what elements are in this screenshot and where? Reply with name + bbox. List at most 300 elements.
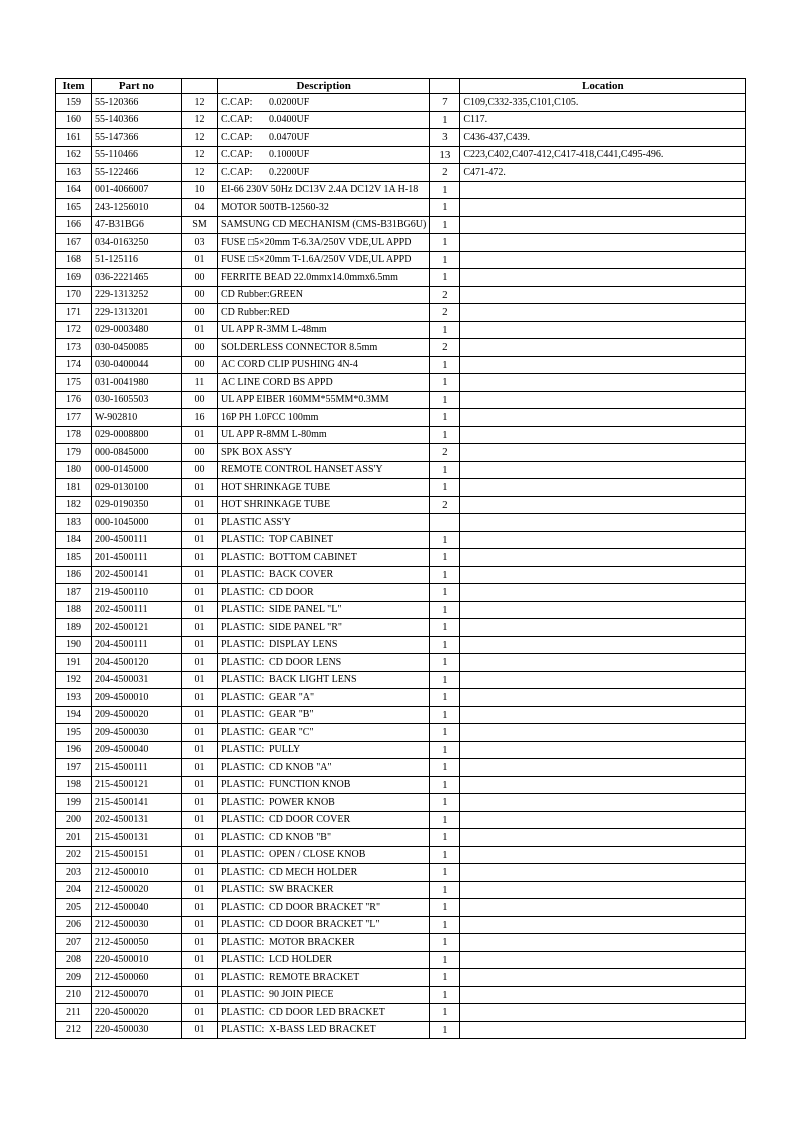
cell-description bbox=[218, 426, 430, 444]
description-text: PLASTIC: bbox=[221, 534, 265, 546]
cell-item: 212 bbox=[56, 1021, 92, 1039]
col-header-part-no: Part no bbox=[92, 79, 182, 94]
cell-part-no: 215-4500111 bbox=[92, 759, 182, 777]
cell-location bbox=[460, 566, 746, 584]
cell-item: 196 bbox=[56, 741, 92, 759]
description-text: PLASTIC: bbox=[221, 586, 265, 598]
cell-location bbox=[460, 671, 746, 689]
description-text: AC LINE CORD BS APPD bbox=[221, 376, 333, 388]
cell-description bbox=[218, 1021, 430, 1039]
cell-code: 01 bbox=[182, 1004, 218, 1022]
cell-code: 01 bbox=[182, 689, 218, 707]
cell-description bbox=[218, 601, 430, 619]
cell-qty: 1 bbox=[430, 934, 460, 952]
cell-part-no: 001-4066007 bbox=[92, 181, 182, 199]
cell-qty: 1 bbox=[430, 969, 460, 987]
cell-part-no: 212-4500060 bbox=[92, 969, 182, 987]
cell-location bbox=[460, 304, 746, 322]
cell-part-no: 212-4500030 bbox=[92, 916, 182, 934]
cell-code: 00 bbox=[182, 444, 218, 462]
cell-qty: 1 bbox=[430, 356, 460, 374]
cell-qty: 2 bbox=[430, 304, 460, 322]
cell-code: 01 bbox=[182, 776, 218, 794]
cell-description bbox=[218, 234, 430, 252]
cell-item: 181 bbox=[56, 479, 92, 497]
cell-location bbox=[460, 846, 746, 864]
cell-description bbox=[218, 129, 430, 147]
table-row bbox=[56, 829, 746, 847]
table-row bbox=[56, 759, 746, 777]
table-row bbox=[56, 776, 746, 794]
cell-qty: 1 bbox=[430, 811, 460, 829]
description-text: PLASTIC: bbox=[221, 744, 265, 756]
cell-code: 01 bbox=[182, 846, 218, 864]
cell-item: 164 bbox=[56, 181, 92, 199]
cell-item: 211 bbox=[56, 1004, 92, 1022]
table-row bbox=[56, 1021, 746, 1039]
cell-item: 178 bbox=[56, 426, 92, 444]
table-row bbox=[56, 391, 746, 409]
cell-description bbox=[218, 706, 430, 724]
cell-location bbox=[460, 811, 746, 829]
description-detail: SW BRACKER bbox=[269, 884, 334, 896]
cell-code: 01 bbox=[182, 531, 218, 549]
description-detail: PULLY bbox=[269, 744, 301, 756]
cell-description bbox=[218, 321, 430, 339]
cell-item: 195 bbox=[56, 724, 92, 742]
cell-description bbox=[218, 1004, 430, 1022]
description-detail: RED bbox=[269, 306, 290, 318]
description-text: PLASTIC ASS'Y bbox=[221, 516, 291, 528]
cell-item: 180 bbox=[56, 461, 92, 479]
table-row bbox=[56, 934, 746, 952]
cell-code: 01 bbox=[182, 881, 218, 899]
table-row bbox=[56, 286, 746, 304]
description-detail: CD DOOR BRACKET "L" bbox=[269, 919, 380, 931]
cell-qty: 1 bbox=[430, 374, 460, 392]
description-detail: SIDE PANEL "L" bbox=[269, 604, 342, 616]
cell-part-no: 200-4500111 bbox=[92, 531, 182, 549]
description-detail: CD MECH HOLDER bbox=[269, 866, 358, 878]
cell-description bbox=[218, 969, 430, 987]
cell-qty: 1 bbox=[430, 566, 460, 584]
description-detail: CD DOOR COVER bbox=[269, 814, 351, 826]
table-row bbox=[56, 181, 746, 199]
cell-description bbox=[218, 181, 430, 199]
cell-item: 189 bbox=[56, 619, 92, 637]
description-text: FUSE □5×20mm T-6.3A/250V VDE,UL APPD bbox=[221, 236, 412, 248]
cell-qty: 1 bbox=[430, 794, 460, 812]
cell-location: C117. bbox=[460, 111, 746, 129]
cell-qty: 1 bbox=[430, 251, 460, 269]
cell-qty: 1 bbox=[430, 689, 460, 707]
cell-location bbox=[460, 514, 746, 532]
cell-qty: 1 bbox=[430, 759, 460, 777]
cell-location bbox=[460, 759, 746, 777]
description-text: UL APP R-8MM L-80mm bbox=[221, 429, 327, 441]
cell-location bbox=[460, 496, 746, 514]
cell-item: 188 bbox=[56, 601, 92, 619]
cell-part-no: 47-B31BG6 bbox=[92, 216, 182, 234]
cell-item: 207 bbox=[56, 934, 92, 952]
description-text: FERRITE BEAD 22.0mmx14.0mmx6.5mm bbox=[221, 271, 398, 283]
table-row bbox=[56, 321, 746, 339]
cell-part-no: 219-4500110 bbox=[92, 584, 182, 602]
cell-qty: 1 bbox=[430, 1021, 460, 1039]
cell-location bbox=[460, 864, 746, 882]
table-row bbox=[56, 689, 746, 707]
cell-qty: 1 bbox=[430, 461, 460, 479]
cell-item: 169 bbox=[56, 269, 92, 287]
cell-location bbox=[460, 321, 746, 339]
description-text: PLASTIC: bbox=[221, 621, 265, 633]
cell-item: 162 bbox=[56, 146, 92, 164]
cell-description bbox=[218, 374, 430, 392]
table-row bbox=[56, 426, 746, 444]
cell-description bbox=[218, 514, 430, 532]
description-text: EI-66 230V 50Hz DC13V 2.4A DC12V 1A H-18 bbox=[221, 184, 419, 196]
cell-description bbox=[218, 566, 430, 584]
cell-part-no: 029-0190350 bbox=[92, 496, 182, 514]
cell-location bbox=[460, 356, 746, 374]
table-row bbox=[56, 374, 746, 392]
cell-description bbox=[218, 811, 430, 829]
description-text: PLASTIC: bbox=[221, 919, 265, 931]
cell-qty: 2 bbox=[430, 164, 460, 182]
description-text: SOLDERLESS CONNECTOR 8.5mm bbox=[221, 341, 378, 353]
cell-location bbox=[460, 776, 746, 794]
cell-location: C223,C402,C407-412,C417-418,C441,C495-496. bbox=[460, 146, 746, 164]
cell-description bbox=[218, 724, 430, 742]
cell-code: 01 bbox=[182, 549, 218, 567]
description-text: REMOTE CONTROL HANSET ASS'Y bbox=[221, 464, 383, 476]
cell-item: 160 bbox=[56, 111, 92, 129]
table-row bbox=[56, 251, 746, 269]
description-detail: GREEN bbox=[269, 289, 303, 301]
cell-item: 184 bbox=[56, 531, 92, 549]
cell-code: 12 bbox=[182, 111, 218, 129]
cell-item: 161 bbox=[56, 129, 92, 147]
cell-qty: 1 bbox=[430, 829, 460, 847]
cell-qty: 1 bbox=[430, 864, 460, 882]
cell-code: 00 bbox=[182, 461, 218, 479]
description-detail: X-BASS LED BRACKET bbox=[269, 1024, 376, 1036]
cell-item: 176 bbox=[56, 391, 92, 409]
description-detail: 0.0200UF bbox=[269, 96, 310, 108]
cell-code: 12 bbox=[182, 94, 218, 112]
cell-code: 01 bbox=[182, 794, 218, 812]
table-row bbox=[56, 881, 746, 899]
cell-item: 203 bbox=[56, 864, 92, 882]
cell-item: 206 bbox=[56, 916, 92, 934]
cell-location bbox=[460, 426, 746, 444]
cell-description bbox=[218, 846, 430, 864]
cell-qty: 1 bbox=[430, 916, 460, 934]
table-row bbox=[56, 1004, 746, 1022]
cell-part-no: 215-4500131 bbox=[92, 829, 182, 847]
cell-qty: 1 bbox=[430, 531, 460, 549]
cell-location bbox=[460, 584, 746, 602]
cell-location bbox=[460, 934, 746, 952]
table-row bbox=[56, 356, 746, 374]
cell-item: 202 bbox=[56, 846, 92, 864]
cell-description bbox=[218, 654, 430, 672]
description-detail: OPEN / CLOSE KNOB bbox=[269, 849, 366, 861]
cell-code: 01 bbox=[182, 706, 218, 724]
col-header-description: Description bbox=[218, 79, 430, 94]
description-text: PLASTIC: bbox=[221, 639, 265, 651]
cell-part-no: 030-0450085 bbox=[92, 339, 182, 357]
cell-part-no: 204-4500111 bbox=[92, 636, 182, 654]
cell-part-no: 209-4500010 bbox=[92, 689, 182, 707]
cell-location bbox=[460, 409, 746, 427]
cell-description bbox=[218, 251, 430, 269]
cell-qty: 1 bbox=[430, 601, 460, 619]
cell-part-no: 55-122466 bbox=[92, 164, 182, 182]
cell-item: 191 bbox=[56, 654, 92, 672]
cell-part-no: 229-1313252 bbox=[92, 286, 182, 304]
cell-part-no: 220-4500010 bbox=[92, 951, 182, 969]
cell-description bbox=[218, 864, 430, 882]
description-text: C.CAP: bbox=[221, 131, 253, 143]
description-text: PLASTIC: bbox=[221, 779, 265, 791]
cell-description bbox=[218, 934, 430, 952]
cell-part-no: 202-4500121 bbox=[92, 619, 182, 637]
description-text: C.CAP: bbox=[221, 114, 253, 126]
description-detail: CD DOOR BRACKET "R" bbox=[269, 901, 381, 913]
cell-item: 187 bbox=[56, 584, 92, 602]
cell-part-no: 202-4500131 bbox=[92, 811, 182, 829]
description-text: CD Rubber: bbox=[221, 306, 270, 318]
cell-qty: 1 bbox=[430, 636, 460, 654]
cell-item: 190 bbox=[56, 636, 92, 654]
cell-location bbox=[460, 881, 746, 899]
cell-part-no: 212-4500070 bbox=[92, 986, 182, 1004]
cell-code: 00 bbox=[182, 356, 218, 374]
cell-qty: 1 bbox=[430, 181, 460, 199]
cell-qty: 1 bbox=[430, 654, 460, 672]
cell-location bbox=[460, 689, 746, 707]
cell-code: 01 bbox=[182, 619, 218, 637]
table-row bbox=[56, 531, 746, 549]
cell-part-no: 212-4500050 bbox=[92, 934, 182, 952]
cell-code: 04 bbox=[182, 199, 218, 217]
description-text: PLASTIC: bbox=[221, 1006, 265, 1018]
cell-code: 01 bbox=[182, 584, 218, 602]
cell-description bbox=[218, 794, 430, 812]
table-row bbox=[56, 339, 746, 357]
cell-description bbox=[218, 269, 430, 287]
cell-code: 12 bbox=[182, 164, 218, 182]
cell-description bbox=[218, 94, 430, 112]
cell-location bbox=[460, 601, 746, 619]
cell-part-no: 030-1605503 bbox=[92, 391, 182, 409]
cell-location bbox=[460, 619, 746, 637]
cell-item: 183 bbox=[56, 514, 92, 532]
table-row bbox=[56, 671, 746, 689]
description-text: PLASTIC: bbox=[221, 761, 265, 773]
cell-item: 186 bbox=[56, 566, 92, 584]
cell-location bbox=[460, 654, 746, 672]
cell-location bbox=[460, 1004, 746, 1022]
cell-description bbox=[218, 111, 430, 129]
cell-code: 01 bbox=[182, 514, 218, 532]
cell-code: 10 bbox=[182, 181, 218, 199]
cell-code: 01 bbox=[182, 1021, 218, 1039]
cell-qty: 1 bbox=[430, 986, 460, 1004]
col-header-item: Item bbox=[56, 79, 92, 94]
cell-item: 174 bbox=[56, 356, 92, 374]
description-text: PLASTIC: bbox=[221, 989, 265, 1001]
cell-item: 171 bbox=[56, 304, 92, 322]
cell-item: 200 bbox=[56, 811, 92, 829]
cell-item: 179 bbox=[56, 444, 92, 462]
cell-part-no: 034-0163250 bbox=[92, 234, 182, 252]
description-text: AC CORD CLIP PUSHING 4N-4 bbox=[221, 359, 358, 371]
description-text: PLASTIC: bbox=[221, 691, 265, 703]
cell-qty: 1 bbox=[430, 724, 460, 742]
cell-code: 01 bbox=[182, 934, 218, 952]
cell-description bbox=[218, 741, 430, 759]
table-row bbox=[56, 706, 746, 724]
description-detail: 0.0470UF bbox=[269, 131, 310, 143]
description-text: PLASTIC: bbox=[221, 901, 265, 913]
cell-code: 01 bbox=[182, 671, 218, 689]
header-row bbox=[56, 79, 746, 94]
col-header-location: Location bbox=[460, 79, 746, 94]
cell-item: 172 bbox=[56, 321, 92, 339]
cell-description bbox=[218, 829, 430, 847]
cell-location bbox=[460, 269, 746, 287]
table-row bbox=[56, 794, 746, 812]
table-row bbox=[56, 479, 746, 497]
cell-part-no: 215-4500151 bbox=[92, 846, 182, 864]
cell-item: 197 bbox=[56, 759, 92, 777]
cell-part-no: 212-4500020 bbox=[92, 881, 182, 899]
cell-code: 01 bbox=[182, 811, 218, 829]
description-text: PLASTIC: bbox=[221, 604, 265, 616]
cell-description bbox=[218, 951, 430, 969]
cell-part-no: 209-4500030 bbox=[92, 724, 182, 742]
cell-description bbox=[218, 461, 430, 479]
cell-location bbox=[460, 461, 746, 479]
cell-code: 01 bbox=[182, 496, 218, 514]
cell-part-no: 220-4500020 bbox=[92, 1004, 182, 1022]
table-row bbox=[56, 234, 746, 252]
cell-part-no: 212-4500010 bbox=[92, 864, 182, 882]
cell-part-no: 55-110466 bbox=[92, 146, 182, 164]
cell-location bbox=[460, 339, 746, 357]
table-row bbox=[56, 654, 746, 672]
description-text: PLASTIC: bbox=[221, 656, 265, 668]
cell-part-no: 202-4500111 bbox=[92, 601, 182, 619]
cell-item: 210 bbox=[56, 986, 92, 1004]
cell-item: 182 bbox=[56, 496, 92, 514]
cell-description bbox=[218, 304, 430, 322]
description-detail: TOP CABINET bbox=[269, 534, 334, 546]
cell-part-no: 212-4500040 bbox=[92, 899, 182, 917]
cell-part-no: 030-0400044 bbox=[92, 356, 182, 374]
table-row bbox=[56, 199, 746, 217]
cell-code: 01 bbox=[182, 636, 218, 654]
cell-qty: 2 bbox=[430, 286, 460, 304]
cell-description bbox=[218, 636, 430, 654]
cell-description bbox=[218, 899, 430, 917]
table-row bbox=[56, 899, 746, 917]
description-detail: 0.1000UF bbox=[269, 149, 310, 161]
cell-location bbox=[460, 199, 746, 217]
cell-part-no: 229-1313201 bbox=[92, 304, 182, 322]
cell-qty: 1 bbox=[430, 881, 460, 899]
cell-qty: 2 bbox=[430, 339, 460, 357]
cell-item: 208 bbox=[56, 951, 92, 969]
cell-item: 198 bbox=[56, 776, 92, 794]
cell-code: 01 bbox=[182, 829, 218, 847]
table-row bbox=[56, 216, 746, 234]
col-header-code bbox=[182, 79, 218, 94]
description-detail: POWER KNOB bbox=[269, 796, 335, 808]
cell-location bbox=[460, 969, 746, 987]
cell-qty: 1 bbox=[430, 584, 460, 602]
cell-part-no: 202-4500141 bbox=[92, 566, 182, 584]
cell-item: 204 bbox=[56, 881, 92, 899]
cell-qty: 1 bbox=[430, 234, 460, 252]
description-detail: GEAR "C" bbox=[269, 726, 314, 738]
cell-qty: 1 bbox=[430, 479, 460, 497]
cell-part-no: 029-0008800 bbox=[92, 426, 182, 444]
cell-part-no: 55-120366 bbox=[92, 94, 182, 112]
cell-part-no: 029-0130100 bbox=[92, 479, 182, 497]
cell-location bbox=[460, 794, 746, 812]
cell-location bbox=[460, 374, 746, 392]
table-row bbox=[56, 566, 746, 584]
description-detail: 0.0400UF bbox=[269, 114, 310, 126]
table-row bbox=[56, 986, 746, 1004]
description-detail: BACK LIGHT LENS bbox=[269, 674, 357, 686]
cell-part-no: 000-1045000 bbox=[92, 514, 182, 532]
cell-code: SM bbox=[182, 216, 218, 234]
cell-qty: 3 bbox=[430, 129, 460, 147]
cell-code: 00 bbox=[182, 339, 218, 357]
cell-qty: 1 bbox=[430, 199, 460, 217]
cell-location bbox=[460, 636, 746, 654]
table-row bbox=[56, 636, 746, 654]
cell-code: 01 bbox=[182, 724, 218, 742]
table-row bbox=[56, 304, 746, 322]
cell-code: 01 bbox=[182, 986, 218, 1004]
cell-description bbox=[218, 164, 430, 182]
description-text: PLASTIC: bbox=[221, 849, 265, 861]
description-text: PLASTIC: bbox=[221, 726, 265, 738]
table-row bbox=[56, 741, 746, 759]
cell-description bbox=[218, 409, 430, 427]
description-text: C.CAP: bbox=[221, 149, 253, 161]
cell-code: 01 bbox=[182, 321, 218, 339]
description-detail: 0.2200UF bbox=[269, 166, 310, 178]
cell-part-no: 204-4500120 bbox=[92, 654, 182, 672]
cell-part-no: 215-4500141 bbox=[92, 794, 182, 812]
cell-item: 165 bbox=[56, 199, 92, 217]
cell-description bbox=[218, 444, 430, 462]
description-detail: GEAR "B" bbox=[269, 709, 314, 721]
description-detail: LCD HOLDER bbox=[269, 954, 333, 966]
cell-code: 00 bbox=[182, 304, 218, 322]
cell-description bbox=[218, 199, 430, 217]
cell-code: 01 bbox=[182, 566, 218, 584]
cell-item: 199 bbox=[56, 794, 92, 812]
cell-description bbox=[218, 986, 430, 1004]
description-detail: CD KNOB "A" bbox=[269, 761, 332, 773]
